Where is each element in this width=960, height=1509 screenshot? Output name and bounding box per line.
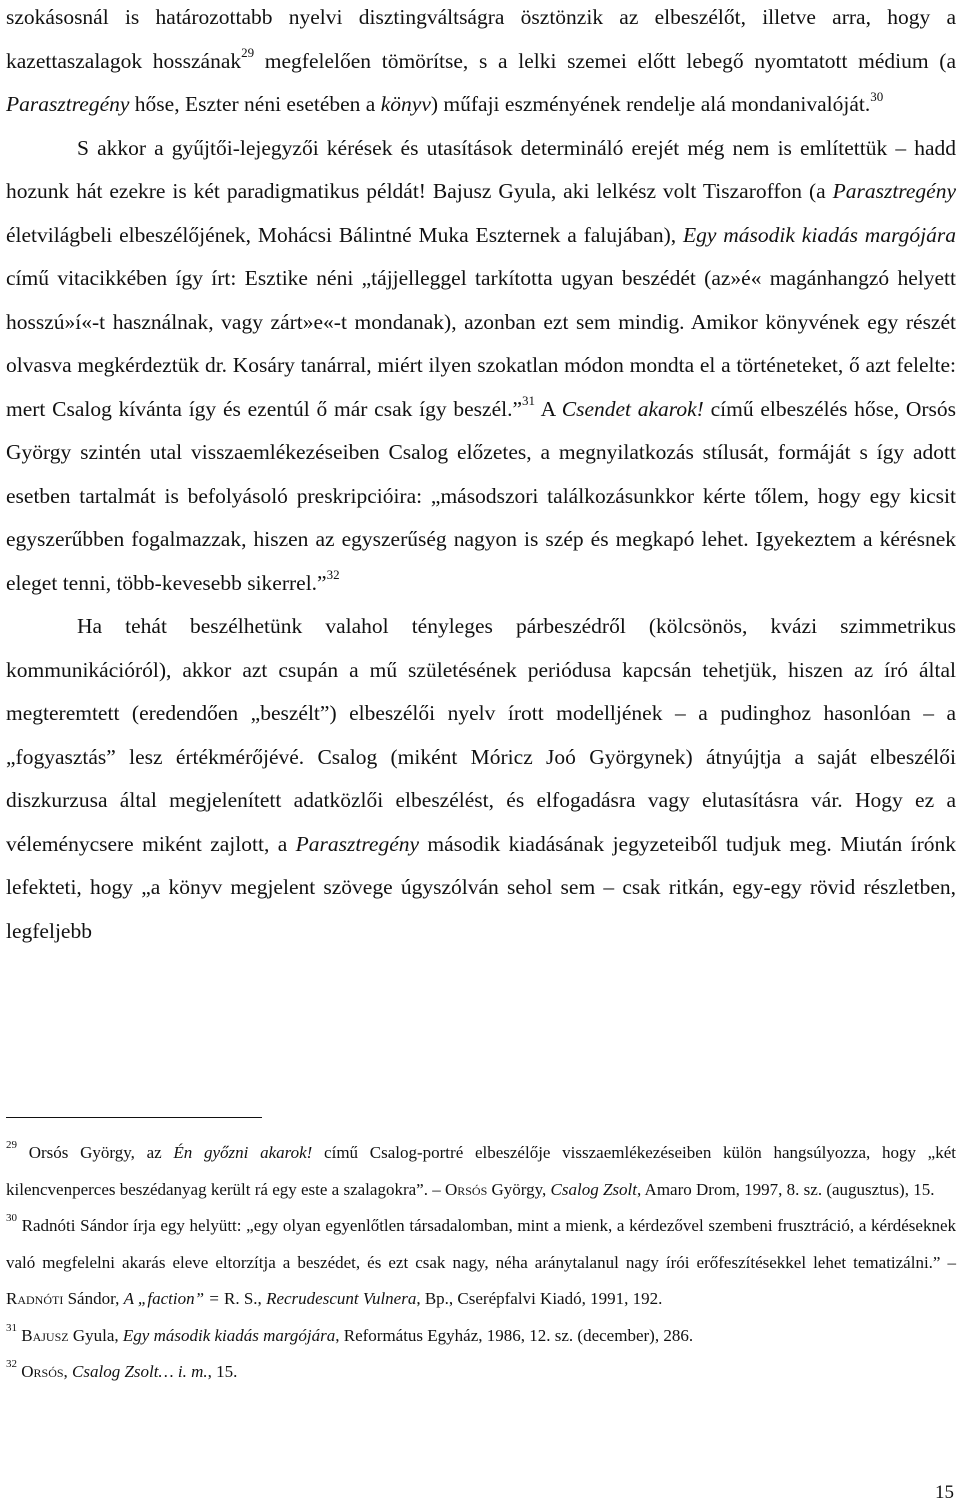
text-run: című elbeszélés hőse, Orsós György szintén utal visszaemlékezéseiben Csalog előzetes, a megnyilatkozás stílusát, formáját s így adott esetben tartalmát is befolyásoló preskripcióira: „másodszori találkozásunkkor kérte tőlem, hogy egy kicsit egyszerűbben fogalmazzak, hiszen az egyszerűség nagyon is szép és megkapó lehet. Igyekeztem a kérésnek eleget tenni, több-kevesebb sikerrel.” (6, 396, 957, 595)
italic-title: Parasztregény (6, 92, 130, 116)
text-run: Radnóti Sándor írja egy helyütt: „egy olyan egyenlőtlen társadalomban, mint a mienk, a kérdezővel szembeni frusztráció, a kérdéseknek való megfelelni akarás eleve eltorzítja a beszédet, és ezt csak nagy, néha aránytalanul nagy írói erőfeszítésekkel lehet tematizálni.” – (6, 1216, 956, 1272)
italic-title: Parasztregény (832, 179, 956, 203)
text-run: , 15. (207, 1362, 238, 1381)
footnote-ref-29[interactable]: 29 (241, 45, 255, 61)
page-number: 15 (935, 1482, 954, 1503)
text-run: , Bp., Cserépfalvi Kiadó, 1991, 192. (416, 1289, 663, 1308)
text-run: életvilágbeli elbeszélőjének, Mohácsi Bálintné Muka Eszternek a falujában), (6, 222, 683, 247)
text-run: című Csalog-portré elbeszélője visszaemlékezéseiben külön hangsúlyozza, hogy „két kilencvenperces beszédanyag került rá egy este a szalagokra”. – (6, 1143, 956, 1199)
text-run: Ha tehát beszélhetünk valahol tényleges párbeszédről (kölcsönös, kvázi szimmetrikus kommunikációról), akkor azt csupán a mű születésének periódusa kapcsán tehetjük, hiszen az író által megteremtett (eredendően „beszélt”) elbeszélői nyelv írott modelljének – a pudinghoz hasonlóan – a „fogyasztás” lesz értékmérőjévé. Csalog (miként Móricz Joó Györgynek) átnyújtja a saját elbeszélői diszkurzusa által megjelenített adatközlői elbeszélést, és elfogadásra vagy elutasításra vár. Hogy ez a véleménycsere miként zajlott, a (6, 614, 956, 856)
footnote-ref-32[interactable]: 32 (326, 567, 340, 583)
paragraph-1 (6, 0, 956, 127)
footnote-number: 30 (6, 1212, 17, 1225)
footnote-separator (6, 1117, 262, 1118)
author-surname: Bajusz (21, 1325, 69, 1345)
paragraph-2 (6, 127, 956, 606)
italic-title: Csendet akarok! (561, 396, 704, 421)
text-run: ) műfaji eszményének rendelje alá mondanivalóját. (430, 92, 871, 116)
footnote-29 (6, 1135, 956, 1208)
author-surname: Orsós (21, 1362, 64, 1381)
text-run: Sándor, (63, 1289, 124, 1308)
italic-word: könyv (380, 92, 431, 116)
text-run: A (535, 396, 562, 421)
footnote-31 (6, 1318, 956, 1355)
italic-title: Csalog Zsolt (550, 1179, 637, 1199)
italic-title: A „faction” = (123, 1289, 225, 1308)
italic-title: Én győzni akarok! (173, 1143, 313, 1162)
italic-title: Egy második kiadás margójára (682, 222, 956, 247)
footnote-32 (6, 1354, 956, 1391)
text-run: Orsós György, az (17, 1143, 174, 1162)
text-run: szokásosnál is határozottabb nyelvi disztingváltságra ösztönzik az elbeszélőt, illetve arra, hogy a kazettaszalagok hosszának (6, 5, 956, 73)
italic-title: Egy második kiadás margójára (122, 1325, 336, 1345)
italic-title: Csalog Zsolt… i. m. (72, 1362, 208, 1381)
text-run: második kiadásának jegyzeteiből tudjuk meg. Miután írónk lefekteti, hogy „a könyv megjelent szövege úgyszólván sehol sem – csak ritkán, egy-egy rövid részletben, legfeljebb (6, 831, 957, 943)
text-run: című vitacikkében így írt: Esztike néni „tájjelleggel tarkította ugyan beszédét (az»é« magánhangzó helyett hosszú»í«-t használnak, vagy zárt»e«-t mondanak), azonban ezt sem mindig. Amikor könyvének egy részét olvasva megkérdeztük dr. Kosáry tanárral, miért ilyen szokatlan módon mondta el a történeteket, ő azt felelte: mert Csalog kívánta így és ezentúl ő már csak így beszél.” (6, 266, 956, 421)
footnote-number: 29 (6, 1139, 17, 1152)
footnotes (6, 1135, 956, 1391)
footnote-ref-31[interactable]: 31 (522, 393, 536, 409)
footnote-number: 32 (6, 1358, 17, 1371)
page-body (6, 0, 956, 953)
italic-title: Parasztregény (295, 831, 420, 856)
text-run: György, (487, 1179, 551, 1199)
text-run: , (63, 1362, 73, 1381)
italic-title: Recrudescunt Vulnera (266, 1289, 417, 1308)
text-run: , Amaro Drom, 1997, 8. sz. (augusztus), 15. (636, 1179, 935, 1199)
text-run: megfelelően tömörítse, s a lelki szemei előtt lebegő nyomtatott médium (a (254, 48, 957, 73)
text-run: , Református Egyház, 1986, 12. sz. (december), 286. (335, 1325, 694, 1345)
author-surname: Orsós (444, 1179, 488, 1199)
footnote-30 (6, 1208, 956, 1318)
author-surname: Radnóti (6, 1289, 64, 1308)
main-text (6, 0, 956, 953)
footnote-ref-30[interactable]: 30 (870, 88, 884, 104)
text-run: R. S., (224, 1289, 267, 1308)
text-run: hőse, Eszter néni esetében a (129, 92, 381, 116)
footnote-number: 31 (6, 1321, 17, 1334)
paragraph-3 (6, 605, 956, 953)
text-run: Gyula, (68, 1325, 123, 1345)
text-run: S akkor a gyűjtői-lejegyzői kérések és utasítások determináló erejét még nem is említettük – hadd hozunk hát ezekre is két paradigmatikus példát! Bajusz Gyula, aki lelkész volt Tiszaroffon (a (6, 135, 956, 203)
